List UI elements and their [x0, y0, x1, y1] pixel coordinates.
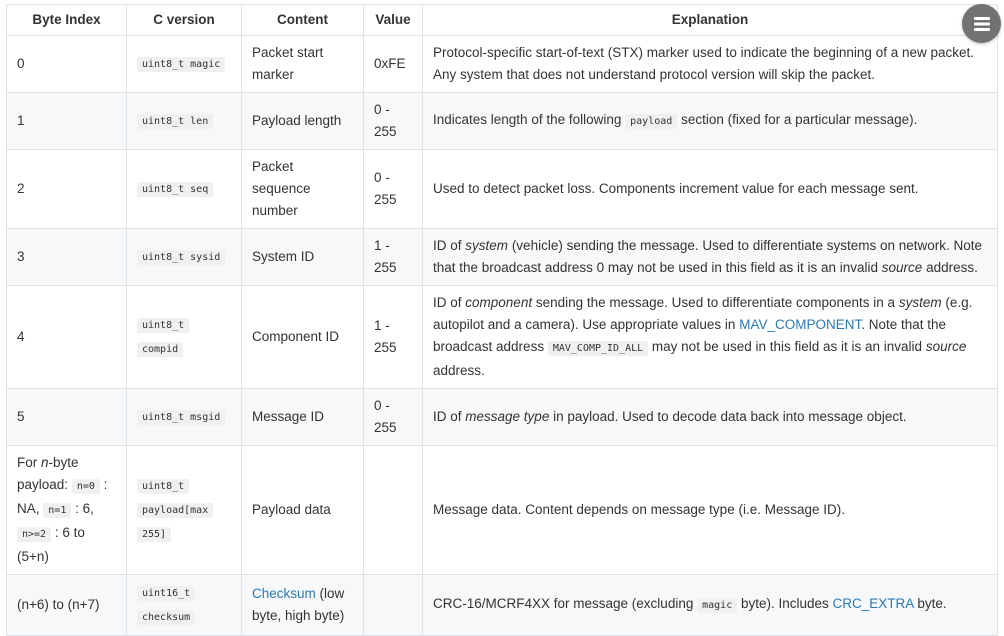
cell-c-version [127, 286, 242, 389]
content-text: (low byte, high byte) [252, 586, 345, 623]
cell-explanation: Protocol-specific start-of-text (STX) marker used to indicate the beginning of a new packet. Any system that does not understand protocol version will skip the packet. [423, 36, 998, 93]
cell-explanation [423, 389, 998, 446]
header-content: Content [242, 5, 364, 36]
table-row [7, 389, 998, 446]
table-row [7, 36, 998, 93]
table-row [7, 93, 998, 150]
code-c-version: 255] [137, 527, 171, 542]
header-explanation: Explanation [423, 5, 998, 36]
cell-explanation [423, 229, 998, 286]
explanation-text: ID of [433, 409, 462, 424]
checksum-link[interactable]: Checksum [252, 586, 316, 601]
cell-byte-index: 1 [7, 93, 127, 150]
code-c-version: uint16_t [137, 586, 195, 601]
code-c-version: uint8_t magic [137, 57, 225, 72]
mav-component-link[interactable]: MAV_COMPONENT [739, 317, 862, 332]
cell-c-version [127, 229, 242, 286]
code-c-version: uint8_t len [137, 114, 213, 129]
cell-content: Packet start marker [242, 36, 364, 93]
cell-value [364, 446, 423, 575]
cell-c-version [127, 575, 242, 636]
cell-byte-index: 4 [7, 286, 127, 389]
cell-c-version [127, 93, 242, 150]
code-c-version: uint8_t [137, 479, 189, 494]
code-inline: MAV_COMP_ID_ALL [548, 341, 648, 356]
cell-content: Payload data [242, 446, 364, 575]
index-emphasis: n [41, 455, 49, 470]
cell-content [242, 575, 364, 636]
header-byte-index: Byte Index [7, 5, 127, 36]
code-c-version: uint8_t sysid [137, 250, 225, 265]
cell-value: 1 - 255 [364, 229, 423, 286]
explanation-text: (e.g. autopilot and a camera). Use appropriate values in [433, 295, 973, 332]
cell-content: Payload length [242, 93, 364, 150]
cell-byte-index: 0 [7, 36, 127, 93]
cell-value: 0xFE [364, 36, 423, 93]
code-c-version: uint8_t msgid [137, 410, 225, 425]
explanation-text: ID of [433, 238, 462, 253]
cell-value: 0 - 255 [364, 93, 423, 150]
cell-byte-index: 2 [7, 150, 127, 229]
explanation-text: in payload. Used to decode data back into message object. [553, 409, 907, 424]
explanation-emphasis: system [898, 295, 942, 310]
explanation-text: byte. [917, 596, 947, 611]
cell-content: Message ID [242, 389, 364, 446]
cell-value: 0 - 255 [364, 150, 423, 229]
menu-button[interactable] [962, 4, 1001, 43]
crc-extra-link[interactable]: CRC_EXTRA [832, 596, 914, 611]
cell-content: System ID [242, 229, 364, 286]
explanation-text: (vehicle) sending the message. Used to differentiate systems on network. Note that the broadcast address 0 may not be used in this field as it is an invalid [433, 238, 983, 275]
index-text: : 6, [75, 501, 94, 516]
cell-c-version [127, 389, 242, 446]
index-text: -byte payload: [17, 455, 79, 492]
code-c-version: uint8_t seq [137, 182, 213, 197]
index-text: : 6 to (5+n) [17, 525, 85, 564]
code-c-version: checksum [137, 610, 195, 625]
code-c-version: compid [137, 342, 183, 357]
explanation-text: address. [926, 260, 978, 275]
explanation-emphasis: message type [465, 409, 550, 424]
table-row [7, 575, 998, 636]
cell-byte-index: 5 [7, 389, 127, 446]
cell-value: 0 - 255 [364, 389, 423, 446]
cell-value [364, 575, 423, 636]
explanation-emphasis: source [925, 339, 967, 354]
explanation-text: may not be used in this field as it is an invalid [651, 339, 923, 354]
cell-byte-index: 3 [7, 229, 127, 286]
explanation-text: ID of [433, 295, 462, 310]
cell-explanation [423, 286, 998, 389]
explanation-text: . Note that the broadcast address [433, 317, 947, 354]
index-text: For [17, 455, 38, 470]
code-inline: payload [625, 114, 677, 129]
table-row [7, 229, 998, 286]
code-inline: n=1 [43, 503, 71, 518]
cell-value: 1 - 255 [364, 286, 423, 389]
table-row [7, 150, 998, 229]
cell-content: Packet sequence number [242, 150, 364, 229]
cell-c-version [127, 150, 242, 229]
explanation-emphasis: component [465, 295, 533, 310]
cell-byte-index: (n+6) to (n+7) [7, 575, 127, 636]
explanation-text: address. [433, 363, 485, 378]
explanation-text: Indicates length of the following [433, 112, 622, 127]
code-c-version: payload[max [137, 503, 213, 518]
hamburger-menu-icon [974, 17, 990, 31]
cell-explanation [423, 575, 998, 636]
header-value: Value [364, 5, 423, 36]
explanation-emphasis: source [881, 260, 923, 275]
code-inline: n>=2 [17, 527, 51, 542]
code-c-version: uint8_t [137, 318, 189, 333]
cell-explanation [423, 93, 998, 150]
mavlink-packet-table [6, 4, 998, 636]
index-text: : NA, [17, 477, 108, 516]
cell-c-version [127, 446, 242, 575]
table-header-row [7, 5, 998, 36]
cell-explanation: Message data. Content depends on message type (i.e. Message ID). [423, 446, 998, 575]
explanation-text: CRC-16/MCRF4XX for message (excluding [433, 596, 694, 611]
explanation-emphasis: system [465, 238, 509, 253]
cell-c-version [127, 36, 242, 93]
table-row [7, 446, 998, 575]
header-c-version: C version [127, 5, 242, 36]
cell-content: Component ID [242, 286, 364, 389]
cell-byte-index [7, 446, 127, 575]
code-inline: n=0 [72, 479, 100, 494]
explanation-text: section (fixed for a particular message). [681, 112, 918, 127]
cell-explanation: Used to detect packet loss. Components increment value for each message sent. [423, 150, 998, 229]
table-row [7, 286, 998, 389]
code-inline: magic [697, 598, 737, 613]
explanation-text: byte). Includes [740, 596, 829, 611]
explanation-text: sending the message. Used to differentiate components in a [535, 295, 896, 310]
